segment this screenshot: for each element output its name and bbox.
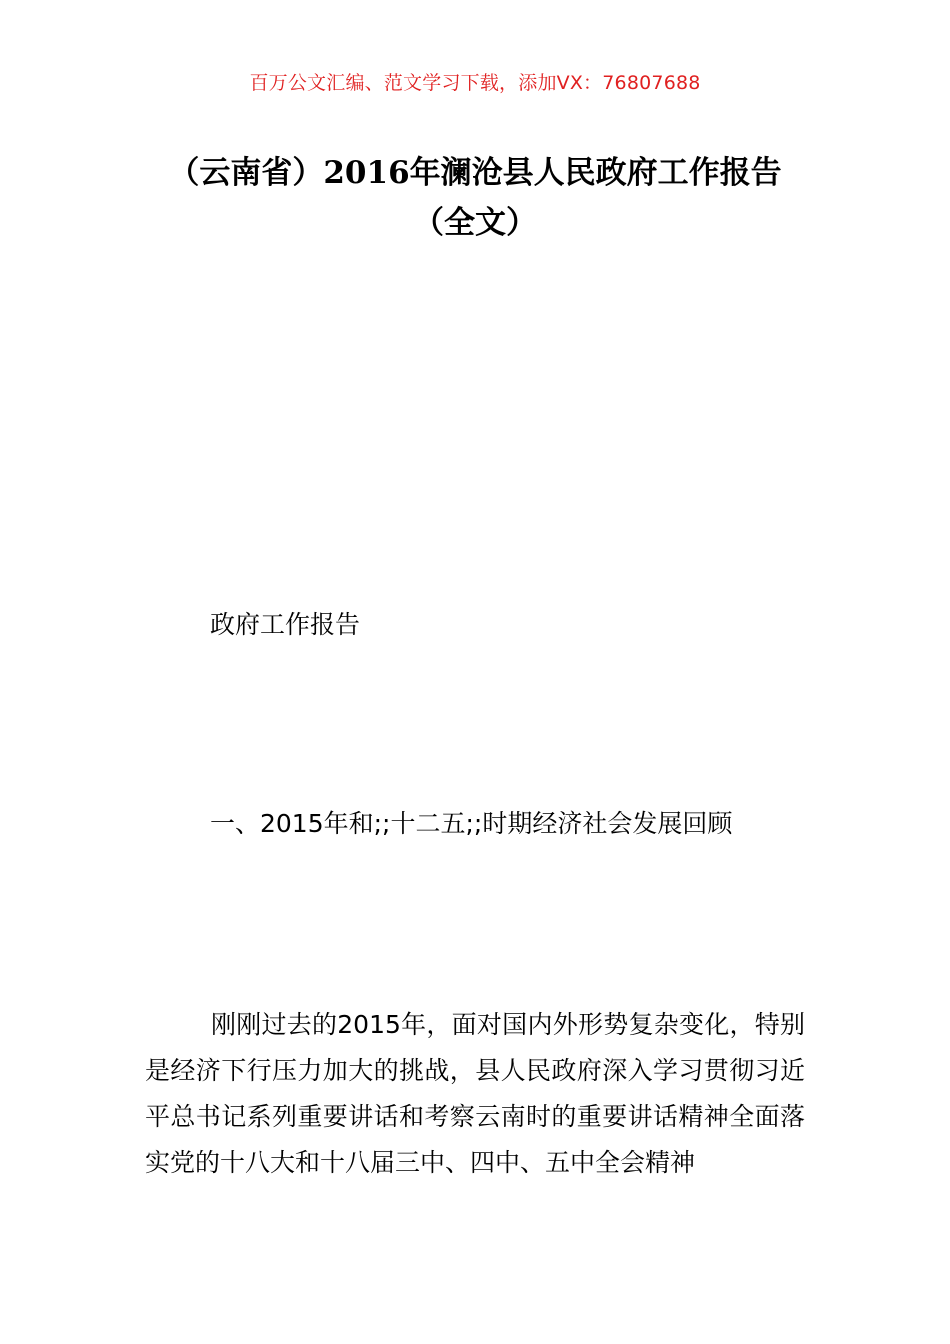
section-heading-report: 政府工作报告 bbox=[210, 610, 361, 639]
body-paragraph: 刚刚过去的2015年，面对国内外形势复杂变化，特别是经济下行压力加大的挑战，县人民政府深入学习贯彻习近平总书记系列重要讲话和考察云南时的重要讲话精神全面落实党的十八大和十八届三中、四中、五中全会精神 bbox=[145, 1010, 805, 1177]
document-title: （云南省）2016年澜沧县人民政府工作报告（全文） bbox=[168, 155, 782, 241]
header-watermark-note: 百万公文汇编、范文学习下载，添加VX：76807688 bbox=[249, 72, 701, 94]
section-heading-review: 一、2015年和;;十二五;;时期经济社会发展回顾 bbox=[210, 809, 733, 838]
